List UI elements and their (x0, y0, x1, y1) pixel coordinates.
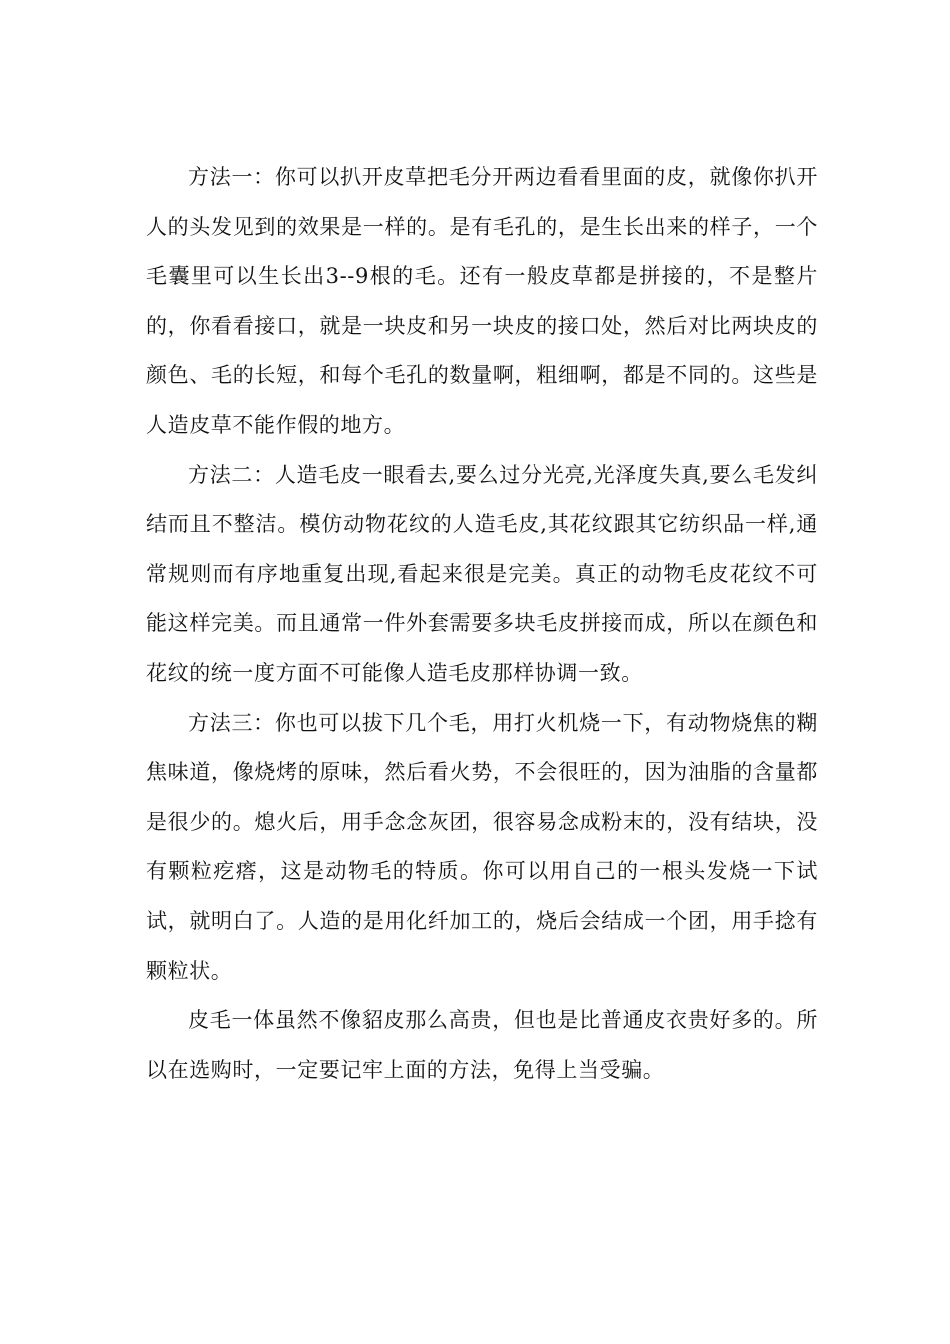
paragraph-conclusion: 皮毛一体虽然不像貂皮那么高贵，但也是比普通皮衣贵好多的。所以在选购时，一定要记牢上面的方法，免得上当受骗。 (146, 1008, 818, 1082)
paragraph-method-2: 方法二：人造毛皮一眼看去,要么过分光亮,光泽度失真,要么毛发纠结而且不整洁。模仿动物花纹的人造毛皮,其花纹跟其它纺织品一样,通常规则而有序地重复出现,看起来很是完美。真正的动物毛皮花纹不可能这样完美。而且通常一件外套需要多块毛皮拼接而成，所以在颜色和花纹的统一度方面不可能像人造毛皮那样协调一致。 (146, 462, 818, 685)
paragraph-method-3: 方法三：你也可以拔下几个毛，用打火机烧一下，有动物烧焦的糊焦味道，像烧烤的原味，然后看火势，不会很旺的，因为油脂的含量都是很少的。熄火后，用手念念灰团，很容易念成粉末的，没有结块，没有颗粒疙瘩，这是动物毛的特质。你可以用自己的一根头发烧一下试试，就明白了。人造的是用化纤加工的，烧后会结成一个团，用手捻有颗粒状。 (146, 710, 818, 983)
paragraph-method-1: 方法一：你可以扒开皮草把毛分开两边看看里面的皮，就像你扒开人的头发见到的效果是一样的。是有毛孔的，是生长出来的样子，一个毛囊里可以生长出3--9根的毛。还有一般皮草都是拼接的，不是整片的，你看看接口，就是一块皮和另一块皮的接口处，然后对比两块皮的颜色、毛的长短，和每个毛孔的数量啊，粗细啊，都是不同的。这些是人造皮草不能作假的地方。 (146, 165, 818, 437)
document-body (146, 153, 818, 1095)
